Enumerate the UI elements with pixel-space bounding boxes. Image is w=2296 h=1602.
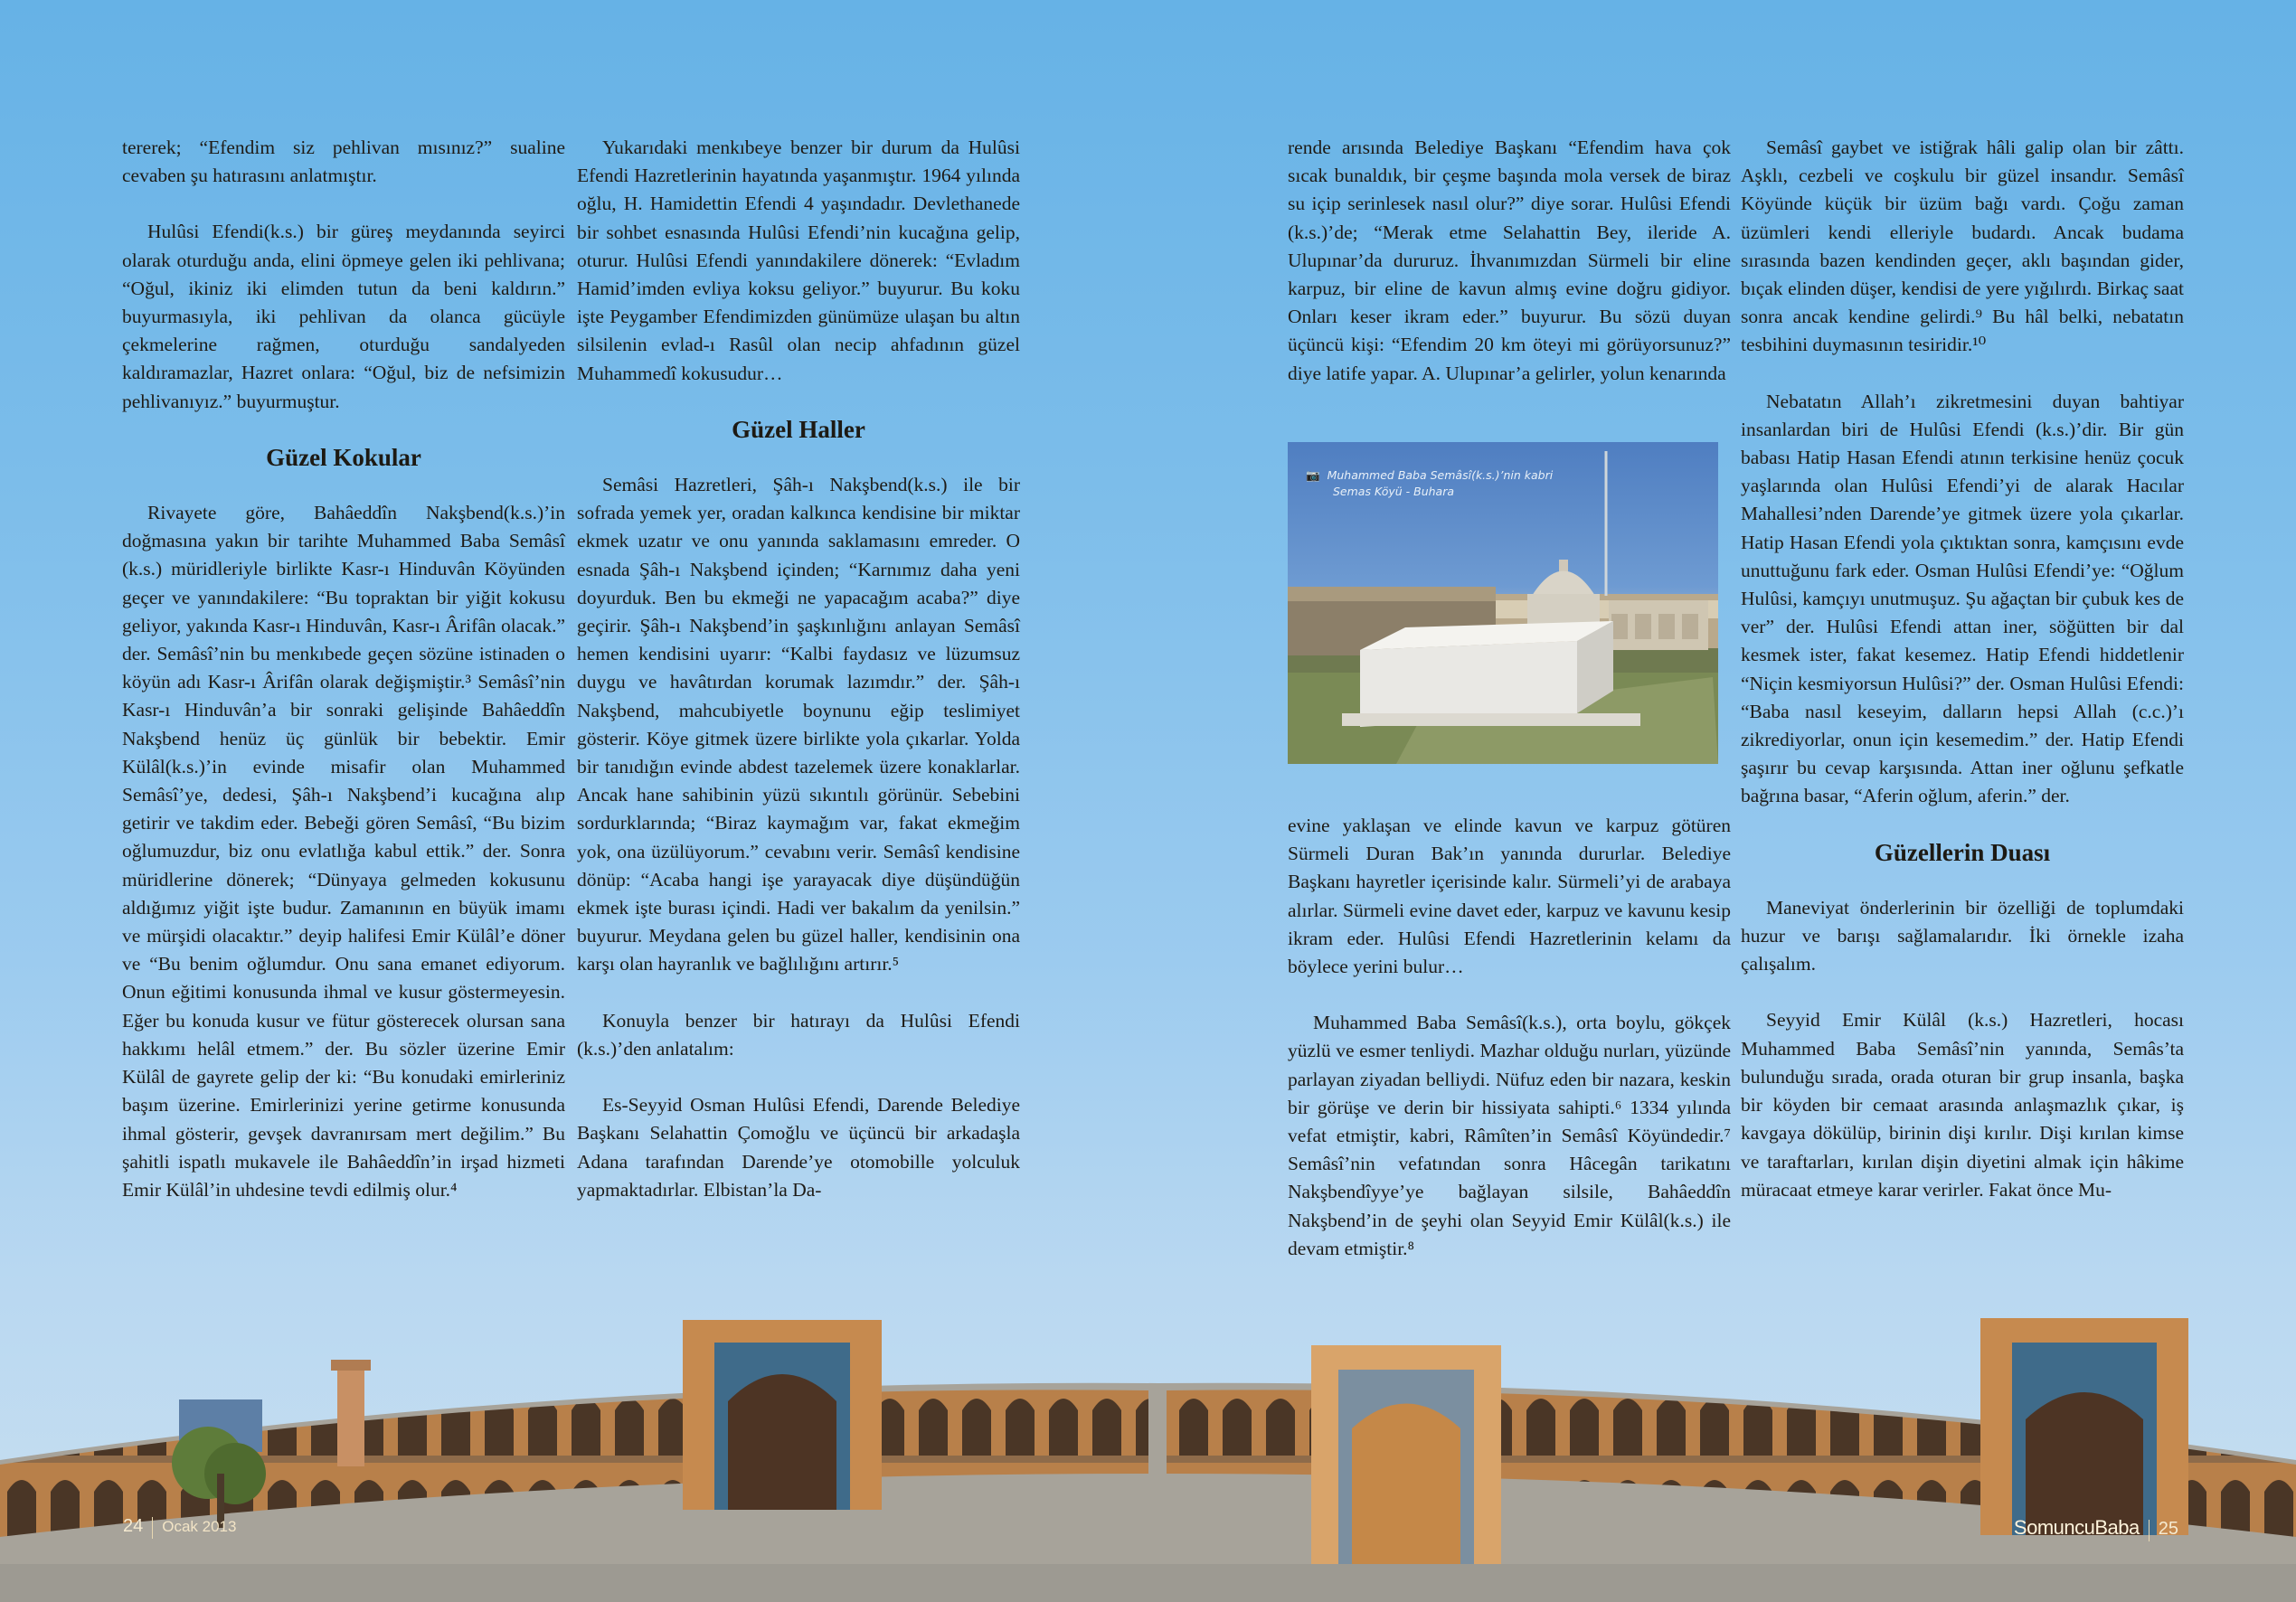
- paragraph: evine yaklaşan ve elinde kavun ve karpuz götüren Sürmeli Duran Bak’ın yanında dururlar. Belediye Başkanı hayretler içerisinde kalır. Sürmeli’yi de arabaya alırlar. Sürmeli evine davet eder, karpuz ve kavunu kesip ikram eder. Hulûsi Efendi Hazretlerinin kelamı da böylece yerini bulur…: [1288, 815, 1731, 978]
- paragraph: Hulûsi Efendi(k.s.) bir güreş meydanında seyirci olarak oturduğu anda, elini öpmeye gelen iki pehlivana; “Oğul, ikiniz iki elimden tutun da beni kaldırın.” buyurmasıyla, iki pehlivan da olanca gücüyle çekmelerine rağmen, oturduğu sandalyeden kaldıramazlar, Hazret onlara: “Oğul, biz de nefsimizin pehlivanıyız.” buyurmuştur.: [122, 221, 565, 412]
- footer-right: [2014, 1516, 2178, 1541]
- section-heading-guzellerin-duasi: Güzellerin Duası: [1874, 838, 2051, 866]
- camera-icon: 📷: [1306, 468, 1320, 482]
- paragraph: Maneviyat önderlerinin bir özelliği de toplumdaki huzur ve barışı sağlamalarıdır. İki örnekle izaha çalışalım.: [1741, 896, 2184, 975]
- column-1: [122, 134, 565, 1232]
- paragraph: Konuyla benzer bir hatırayı da Hulûsi Efendi (k.s.)’den anlatalım:: [577, 1009, 1020, 1060]
- column-2: [577, 134, 1020, 1232]
- paragraph: Seyyid Emir Külâl (k.s.) Hazretleri, hocası Muhammed Baba Semâsî’nin yanında, Semâs’ta bulunduğu sırada, orada oturan bir grup insanla, başka bir köyden bir cemaat arasında anlaşmazlık çıkar, iş kavgaya dökülüp, birinin dişi kırılır. Dişi kırılan kimse ve taraftarları, kırılan dişin diyetini almak için hâkime müracaat etmeye karar verirler. Fakat önce Mu-: [1741, 1009, 2184, 1201]
- page-number-left: 24: [123, 1516, 144, 1536]
- photo-caption: [1306, 467, 1553, 500]
- caption-line-2: Semas Köyü - Buhara: [1333, 485, 1455, 498]
- paragraph: rende arısında Belediye Başkanı “Efendim hava çok sıcak bunaldık, bir çeşme başında mola versek de biraz su içip serinlesek nasıl olur?” diye sorar. Hulûsi Efendi (k.s.)’de; “Merak etme Selahattin Bey, ileride A. Ulupınar’da dururuz. İhvanımızdan Sürmeli bir eline karpuz, bir eline de kavun almış evine doğru gidiyor. Onları keser ikram eder.” buyurur. Bu sözü duyan üçüncü kişi: “Efendim 20 km öteyi mi görüyorsunuz?” diye latife yapar. A. Ulupınar’a gelirler, yolun kenarında: [1288, 137, 1731, 384]
- paragraph: Semâsî gaybet ve istiğrak hâli galip olan bir zâttı. Aşklı, cezbeli ve coşkulu bir güzel insandır. Semâsî Köyünde küçük bir üzüm bağı vardı. Çoğu zaman üzümleri kendi elleriyle budardı. Ancak budama sırasında bazen kendinden geçer, aklı başından gider, bıçak elinden düşer, kendisi de yere yığılırdı. Birkaç saat sonra ancak kendine gelirdi.⁹ Bu hâl belki, nebatatın tesbihini duymasının tesiridir.¹⁰: [1741, 137, 2184, 356]
- section-heading-guzel-haller: Güzel Haller: [732, 415, 865, 443]
- column-3: [1288, 134, 1731, 416]
- paragraph: Nebatatın Allah’ı zikretmesini duyan bahtiyar insanlardan biri de Hulûsi Efendi (k.s.)’dir. Bir gün babası Hatip Hasan Efendi atının terkisine henüz çocuk yaşlarında olan Hulûsi Efendi’yi de alarak Hacılar Mahallesi’nden Darende’ye gitmek üzere yola çıkarlar. Hatip Hasan Efendi yola çıktıktan sonra, kamçısını evde unuttuğunu fark eder. Osman Hulûsi Efendi’ye: “Oğlum Hulûsi, kamçıyı unutmuşuz. Şu ağaçtan bir çubuk kes de ver” der. Hulûsi Efendi attan iner, söğütten bir dal kesmek ister, fakat kesemez. Hatip Efendi hiddetlenir “Niçin kesmiyorsun Hulûsi?” der. Osman Hulûsi Efendi: “Baba nasıl keseyim, dalların hepsi Allah (c.c.)’ı zikrediyorlar, onun için kesemedim.” der. Hatip Efendi şaşırır bu cevap karşısında. Attan iner oğlunu şefkatle bağrına basar, “Aferin oğlum, aferin.” der.: [1741, 390, 2184, 807]
- magazine-logo: SomuncuBaba: [2013, 1516, 2140, 1539]
- column-3-continued: [1288, 812, 1731, 1291]
- paragraph: Rivayete göre, Bahâeddîn Nakşbend(k.s.)’in doğmasına yakın bir tarihte Muhammed Baba Semâsî (k.s.) müridleriyle birlikte Kasr-ı Hinduvân Köyünden geçer ve yanındakilere: “Bu topraktan bir yiğit kokusu geliyor, yakında Kasr-ı Hinduvân, Kasr-ı Ârifân olacak.” der. Semâsî’nin bu menkıbede geçen sözüne istinaden o köyün adı Kasr-ı Ârifân olarak değişmiştir.³ Semâsî’nin Kasr-ı Hinduvân’a bir sonraki gelişinde Bahâeddîn Nakşbend henüz üç günlük bir bebektir. Emir Külâl(k.s.)’in evinde misafir olan Muhammed Semâsî’ye, dedesi, Şâh-ı Nakşbend’i kucağına alıp getirir ve takdim eder. Bebeği gören Semâsî, “Bu bizim oğlumuzdur, biz onu evlatlığa kabul ettik.” der. Sonra müridlerine dönerek; “Dünyaya gelmeden kokusunu aldığımız yiğit işte budur. Zamanının en büyük imamı ve mürşidi olacaktır.” deyip halifesi Emir Külâl’e döner ve “Bu benim oğlumdur. Onu sana emanet ediyorum. Onun eğitimi konusunda ihmal ve kusur göstermeyesin. Eğer bu konuda kusur ve fütur gösterecek olursan sana hakkımı helâl etmem.” der. Bu sözler üzerine Emir Külâl de gayrete gelip der ki: “Bu konudaki emirleriniz başım üzerine. Emirlerinizi yerine getirme konusunda ihmal gösterir, gevşek davranırsam mert değilim.” Bu şahitli ispatlı mukavele ile Bahâeddîn’in irşad hizmeti Emir Külâl’in uhdesine tevdi edilmiş olur.⁴: [122, 502, 565, 1201]
- footer-left: [123, 1516, 236, 1539]
- caption-line-1: Muhammed Baba Semâsî(k.s.)’nin kabri: [1327, 468, 1554, 482]
- paragraph: Es-Seyyid Osman Hulûsi Efendi, Darende Belediye Başkanı Selahattin Çomoğlu ve üçüncü bir arkadaşla Adana tarafından Darende’ye otomobille yolculuk yapmaktadırlar. Elbistan’la Da-: [577, 1094, 1020, 1201]
- paragraph: tererek; “Efendim siz pehlivan mısınız?” sualine cevaben şu hatırasını anlatmıştır.: [122, 137, 565, 187]
- paragraph: Yukarıdaki menkıbeye benzer bir durum da Hulûsi Efendi Hazretlerinin hayatında yaşanmıştır. 1964 yılında oğlu, H. Hamidettin Efendi 4 yaşındadır. Devlethanede bir sohbet esnasında Hulûsi Efendi’nin kucağına gelip, oturur. Hulûsi Efendi yanındakilere dönerek: “Evladım Hamid’imden evliya koksu geliyor.” buyurur. Bu koku işte Peygamber Efendimizden günümüze ulaşan bu altın silsilenin evlad-ı Rasûl olan necip ahfadının güzel Muhammedî kokusudur…: [577, 137, 1020, 384]
- issue-date: Ocak 2013: [162, 1518, 237, 1535]
- courtyard-panorama: [0, 1293, 2296, 1602]
- paragraph: Semâsi Hazretleri, Şâh-ı Nakşbend(k.s.) ile bir sofrada yemek yer, oradan kalkınca kendisine bir miktar ekmek uzatır ve onu yanında saklamasını emreder. O esnada Şâh-ı Nakşbend içinden; “Karnımız daha yeni doyurduk. Ben bu ekmeği ne yapacağım acaba?” diye geçirir. Şâh-ı Nakşbend’in şaşkınlığını anlayan Semâsî hemen kendisini uyarır: “Kalbi faydasız ve lüzumsuz duygu ve havâtırdan korumak lazımdır.” der. Şâh-ı Nakşbend, mahcubiyetle boynunu eğip teslimiyet gösterir. Köye gitmek üzere birlikte yola çıkarlar. Yolda bir tanıdığın evinde abdest tazelemek üzere konaklarlar. Ancak hane sahibinin yüzü sıkıntılı görünür. Sebebini sordurklarında; “Biraz kaymağım var, fakat ekmeğim yok, ona üzülüyorum.” cevabını verir. Semâsî kendisine dönüp: “Acaba hangi işe yarayacak diye düşündüğün ekmek işte burası içindi. Hadi ver bakalım da yenilsin.” buyurur. Meydana gelen bu güzel haller, kendisinin ona karşı olan hayranlık ve bağlılığını artırır.⁵: [577, 474, 1020, 975]
- column-4: [1741, 134, 2184, 1232]
- page-number-right: 25: [2158, 1519, 2178, 1539]
- paragraph: Muhammed Baba Semâsî(k.s.), orta boylu, gökçek yüzlü ve esmer tenliydi. Mazhar olduğu nurları, yüzünde parlayan ziyadan belliydi. Nüfuz eden bir nazara, keskin bir görüşe ve derin bir hissiyata sahipti.⁶ 1334 yılında vefat etmiştir, kabri, Râmîten’in Semâsî Köyündedir.⁷ Semâsî’nin vefatından sonra Hâcegân tarikatını Nakşbendîyye’ye bağlayan silsile, Bahâeddîn Nakşbend’in de şeyhi olan Seyyid Emir Külâl(k.s.) ile devam etmiştir.⁸: [1288, 1012, 1731, 1259]
- tomb-photo: [1288, 442, 1718, 764]
- section-heading-guzel-kokular: Güzel Kokular: [266, 443, 421, 471]
